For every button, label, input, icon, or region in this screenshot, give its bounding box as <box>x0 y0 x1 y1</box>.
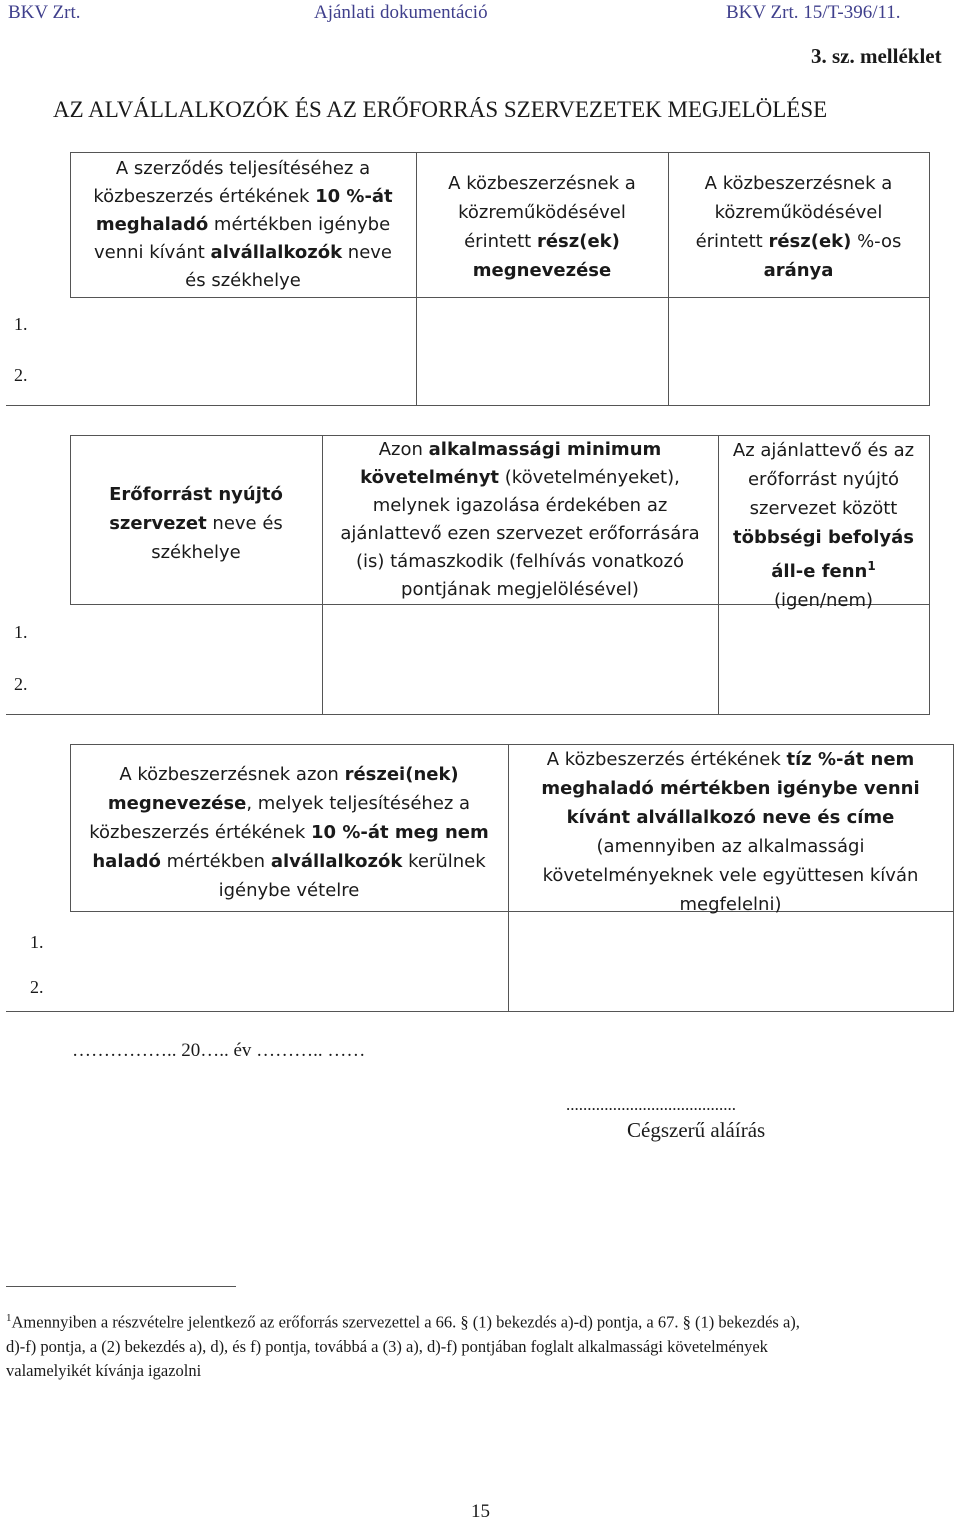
table1-header-part-percent: A közbeszerzésnek a közreműködésével érintett rész(ek) %-os aránya <box>695 173 902 281</box>
table2-row-2: 2. <box>14 674 28 694</box>
footnote-separator <box>6 1286 236 1287</box>
footnote: $^1$Amennyiben a részvételre jelentkező az erőforrás szervezettel a 66. § (1) bekezdés a)-d) pontja, a 67. § (1) bekezdés a), d)-f) pontja, a (2) bekezdés a), d), és f) pontja, továbbá a (3) a), d)-f) pontjában foglalt alkalmassági követelmények valamelyikét kívánja igazolni <box>6 1312 800 1380</box>
table3-header-subcontractor: A közbeszerzés értékének tíz %-át nem meghaladó mértékben igénybe venni kívánt alvállalkozó neve és címe (amennyiben az alkalmassági követelményeknek vele együttesen kíván megfelelni) <box>541 749 920 915</box>
table2-header-requirement: Azon alkalmassági minimum követelményt (követelményeket), melynek igazolása érdekében az ajánlattevő ezen szervezet erőforrására (is) támaszkodik (felhívás vonatkozó pontjának megjelölésével) <box>340 439 700 600</box>
page-number: 15 <box>471 1501 490 1522</box>
table3-header-parts: A közbeszerzésnek azon részei(nek) megnevezése, melyek teljesítéséhez a közbeszerzés értékének 10 %-át meg nem haladó mértékben alvállalkozók kerülnek igénybe vételre <box>89 764 489 901</box>
signature-dots: ........................................ <box>566 1095 736 1114</box>
table1-row-2: 2. <box>14 365 28 385</box>
signature-label: Cégszerű aláírás <box>627 1118 766 1142</box>
header-reference: BKV Zrt. 15/T-396/11. <box>726 2 901 23</box>
annex-label: 3. sz. melléklet <box>811 44 942 68</box>
page-title: AZ ALVÁLLALKOZÓK ÉS AZ ERŐFORRÁS SZERVEZETEK MEGJELÖLÉSE <box>53 97 828 122</box>
table3-row-1: 1. <box>30 932 44 952</box>
table1-row-1: 1. <box>14 314 28 334</box>
header-company: BKV Zrt. <box>8 2 81 23</box>
header-doc-type: Ajánlati dokumentáció <box>314 2 488 23</box>
table1-header-subcontractor: A szerződés teljesítéséhez a közbeszerzés értékének 10 %-át meghaladó mértékben igénybe venni kívánt alvállalkozók neve és székhelye <box>70 155 416 295</box>
table2-row-1: 1. <box>14 622 28 642</box>
footnote-ref: 1 <box>867 559 876 573</box>
table2-header-resource-org: Erőforrást nyújtó szervezet neve és székhelye <box>109 484 283 563</box>
table1-header-part-name: A közbeszerzésnek a közreműködésével érintett rész(ek) megnevezése <box>448 173 636 281</box>
table2-header-majority-influence: Az ajánlattevő és az erőforrást nyújtó szervezet között többségi befolyás áll-e fenn$^1$ (igen/nem) <box>732 440 915 611</box>
table3-row-2: 2. <box>30 977 44 997</box>
date-line: …………….. 20….. év ……….. …… <box>72 1040 366 1061</box>
table1-col1-line2: közbeszerzés értékének 10 %-át <box>93 186 393 207</box>
